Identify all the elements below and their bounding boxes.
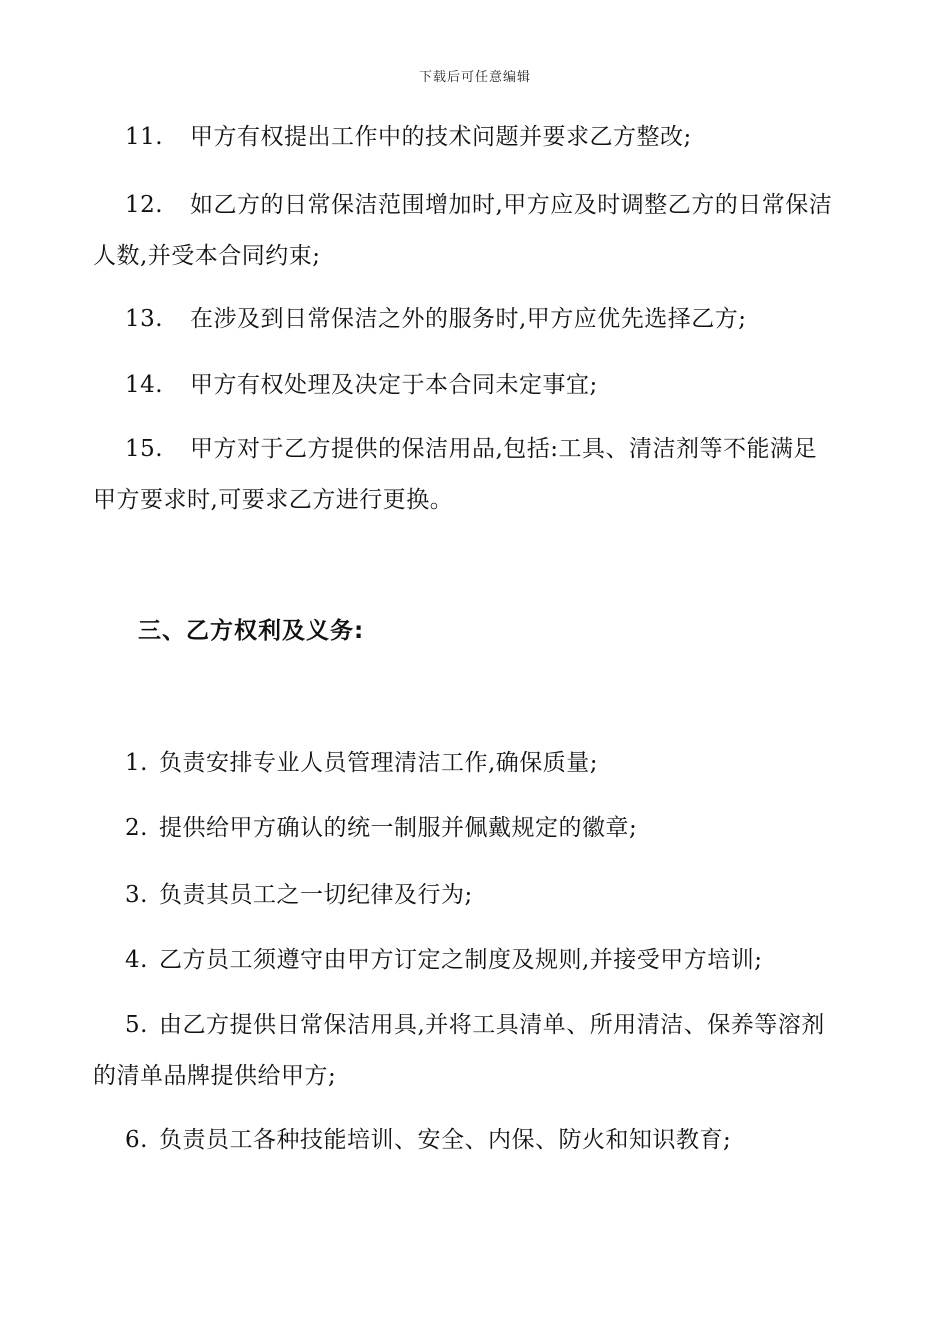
list-item [93,870,863,921]
item-number: 1. [125,750,148,776]
item-text: 提供给甲方确认的统一制服并佩戴规定的徽章; [159,815,638,841]
list-item [93,1000,863,1102]
item-number: 5. [125,1012,148,1038]
section-heading: 三、乙方权利及义务: [138,618,365,644]
item-text: 甲方有权提出工作中的技术问题并要求乙方整改; [190,124,692,150]
item-text: 甲方有权处理及决定于本合同未定事宜; [190,372,598,398]
page-header: 下载后可任意编辑 [418,70,531,85]
item-number: 15. [125,436,164,462]
item-text: 如乙方的日常保洁范围增加时,甲方应及时调整乙方的日常保洁 [190,192,833,218]
item-number: 3. [125,882,148,908]
item-number: 14. [125,372,164,398]
list-item [93,112,863,163]
list-item [93,294,863,345]
list-item [93,738,863,789]
item-text: 在涉及到日常保洁之外的服务时,甲方应优先选择乙方; [190,306,747,332]
item-number: 13. [125,306,164,332]
item-number: 11. [125,124,164,150]
item-text: 负责其员工之一切纪律及行为; [159,882,473,908]
item-number: 6. [125,1127,148,1153]
list-item [93,1115,863,1166]
list-item [93,803,863,854]
item-number: 12. [125,192,164,218]
list-item [93,180,863,282]
list-item [93,360,863,411]
item-text-continuation: 人数,并受本合同约束; [93,243,321,269]
item-text: 负责安排专业人员管理清洁工作,确保质量; [159,750,599,776]
item-text: 由乙方提供日常保洁用具,并将工具清单、所用清洁、保养等溶剂 [159,1012,825,1038]
item-text: 负责员工各种技能培训、安全、内保、防火和知识教育; [159,1127,732,1153]
item-number: 2. [125,815,148,841]
item-text-continuation: 的清单品牌提供给甲方; [93,1063,337,1089]
item-number: 4. [125,947,148,973]
list-item [93,424,863,526]
item-text-continuation: 甲方要求时,可要求乙方进行更换。 [93,487,454,513]
item-text: 甲方对于乙方提供的保洁用品,包括:工具、清洁剂等不能满足 [190,436,818,462]
item-text: 乙方员工须遵守由甲方订定之制度及规则,并接受甲方培训; [159,947,763,973]
list-item [93,935,863,986]
